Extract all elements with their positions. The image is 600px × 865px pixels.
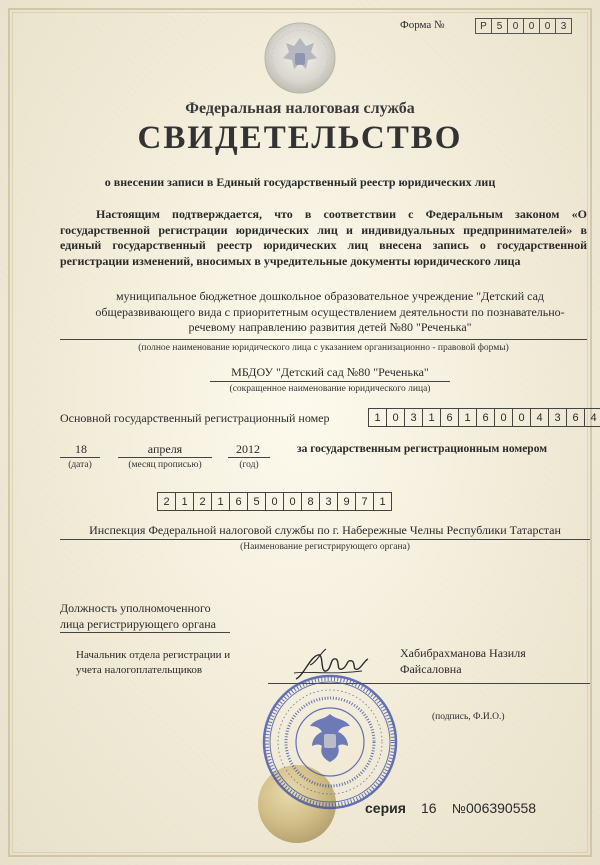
entity-short-name-caption: (сокращенное наименование юридического лица) xyxy=(229,384,431,394)
grn-digit: 8 xyxy=(301,492,320,511)
grn-number-boxes xyxy=(158,492,392,511)
official-title-line1: Должность уполномоченного xyxy=(60,601,211,615)
registering-authority: Инспекция Федеральной налоговой службы по г. Набережные Челны Республики Татарстан xyxy=(89,523,561,537)
grn-digit: 1 xyxy=(373,492,392,511)
document-subtitle: о внесении записи в Единый государственный реестр юридических лиц xyxy=(104,175,496,189)
date-day: 18 xyxy=(75,442,87,456)
ogrn-digit: 3 xyxy=(548,408,567,427)
registering-authority-caption: (Наименование регистрирующего органа) xyxy=(240,542,410,552)
form-number-label: Форма № xyxy=(400,19,445,31)
date-day-underline xyxy=(60,457,100,458)
emblem-icon xyxy=(262,20,338,96)
official-position-line2: учета налогоплательщиков xyxy=(76,664,203,676)
official-title-line2: лица регистрирующего органа xyxy=(60,617,216,631)
entity-full-name-line2: общеразвивающего вида с приоритетным осуществлением деятельности по познавательно- xyxy=(95,304,565,319)
grn-digit: 9 xyxy=(337,492,356,511)
entity-short-name: МБДОУ "Детский сад №80 "Реченька" xyxy=(231,365,429,379)
date-month-underline xyxy=(118,457,212,458)
ogrn-digit: 1 xyxy=(458,408,477,427)
official-title xyxy=(60,600,216,632)
form-number-digit: 0 xyxy=(523,18,540,34)
agency-name: Федеральная налоговая служба xyxy=(185,100,415,117)
ogrn-digit: 1 xyxy=(368,408,387,427)
form-number-digit: 0 xyxy=(539,18,556,34)
number-label: № xyxy=(452,801,466,816)
ogrn-digit: 4 xyxy=(584,408,600,427)
ogrn-digit: 0 xyxy=(386,408,405,427)
form-number-digit: 0 xyxy=(507,18,524,34)
handwritten-signature xyxy=(292,645,372,685)
ogrn-digit: 1 xyxy=(422,408,441,427)
grn-digit: 0 xyxy=(283,492,302,511)
grn-digit: 1 xyxy=(211,492,230,511)
ogrn-number-boxes xyxy=(369,408,600,427)
date-year-underline xyxy=(228,457,270,458)
series-value: 16 xyxy=(421,800,437,816)
document-title: СВИДЕТЕЛЬСТВО xyxy=(137,120,463,156)
grn-digit: 3 xyxy=(319,492,338,511)
date-month-caption: (месяц прописью) xyxy=(128,460,202,470)
ogrn-digit: 0 xyxy=(494,408,513,427)
official-position-line1: Начальник отдела регистрации и xyxy=(76,649,231,661)
date-day-caption: (дата) xyxy=(68,460,92,470)
grn-digit: 0 xyxy=(265,492,284,511)
entity-full-name-caption: (полное наименование юридического лица с указанием организационно - правовой формы) xyxy=(138,343,509,353)
grn-digit: 6 xyxy=(229,492,248,511)
official-seal-stamp xyxy=(260,672,400,812)
series-label: серия xyxy=(365,800,406,816)
ogrn-digit: 3 xyxy=(404,408,423,427)
ogrn-label: Основной государственный регистрационный номер xyxy=(60,411,330,425)
form-number-boxes xyxy=(476,18,572,34)
date-year: 2012 xyxy=(236,442,260,456)
entity-short-name-underline xyxy=(210,381,450,382)
ogrn-digit: 6 xyxy=(566,408,585,427)
confirmation-paragraph: Настоящим подтверждается, что в соответствии с Федеральным законом «О государственной регистрации юридических лиц и индивидуальных предпринимателей» в единый государственный реестр юридических лиц внесена запись о государственной регистрации изменений, вносимых в учредительные документы юридического лица xyxy=(60,207,587,268)
official-name xyxy=(400,645,526,677)
signature-caption: (подпись, Ф.И.О.) xyxy=(432,712,505,722)
official-position xyxy=(76,648,230,678)
grn-digit: 2 xyxy=(157,492,176,511)
entity-full-name-line3: речевому направлению развития детей №80 "Реченька" xyxy=(188,320,472,334)
entity-full-name-underline xyxy=(60,339,587,340)
ogrn-digit: 6 xyxy=(476,408,495,427)
grn-digit: 2 xyxy=(193,492,212,511)
entity-full-name xyxy=(60,289,600,336)
grn-digit: 5 xyxy=(247,492,266,511)
certificate-number: 006390558 xyxy=(466,800,537,816)
date-year-caption: (год) xyxy=(239,460,259,470)
form-number-digit: 3 xyxy=(555,18,572,34)
ogrn-digit: 6 xyxy=(440,408,459,427)
ogrn-digit: 4 xyxy=(530,408,549,427)
official-name-line1: Хабибрахманова Назиля xyxy=(400,646,526,660)
grn-digit: 7 xyxy=(355,492,374,511)
grn-digit: 1 xyxy=(175,492,194,511)
grn-label: за государственным регистрационным номером xyxy=(297,443,548,455)
official-name-line2: Файсаловна xyxy=(400,662,462,676)
official-title-underline xyxy=(60,632,230,633)
entity-full-name-line1: муниципальное бюджетное дошкольное образовательное учреждение "Детский сад xyxy=(115,289,545,303)
form-number-digit: Р xyxy=(475,18,492,34)
registering-authority-underline xyxy=(60,539,590,540)
date-month: апреля xyxy=(147,442,183,456)
ogrn-digit: 0 xyxy=(512,408,531,427)
form-number-digit: 5 xyxy=(491,18,508,34)
